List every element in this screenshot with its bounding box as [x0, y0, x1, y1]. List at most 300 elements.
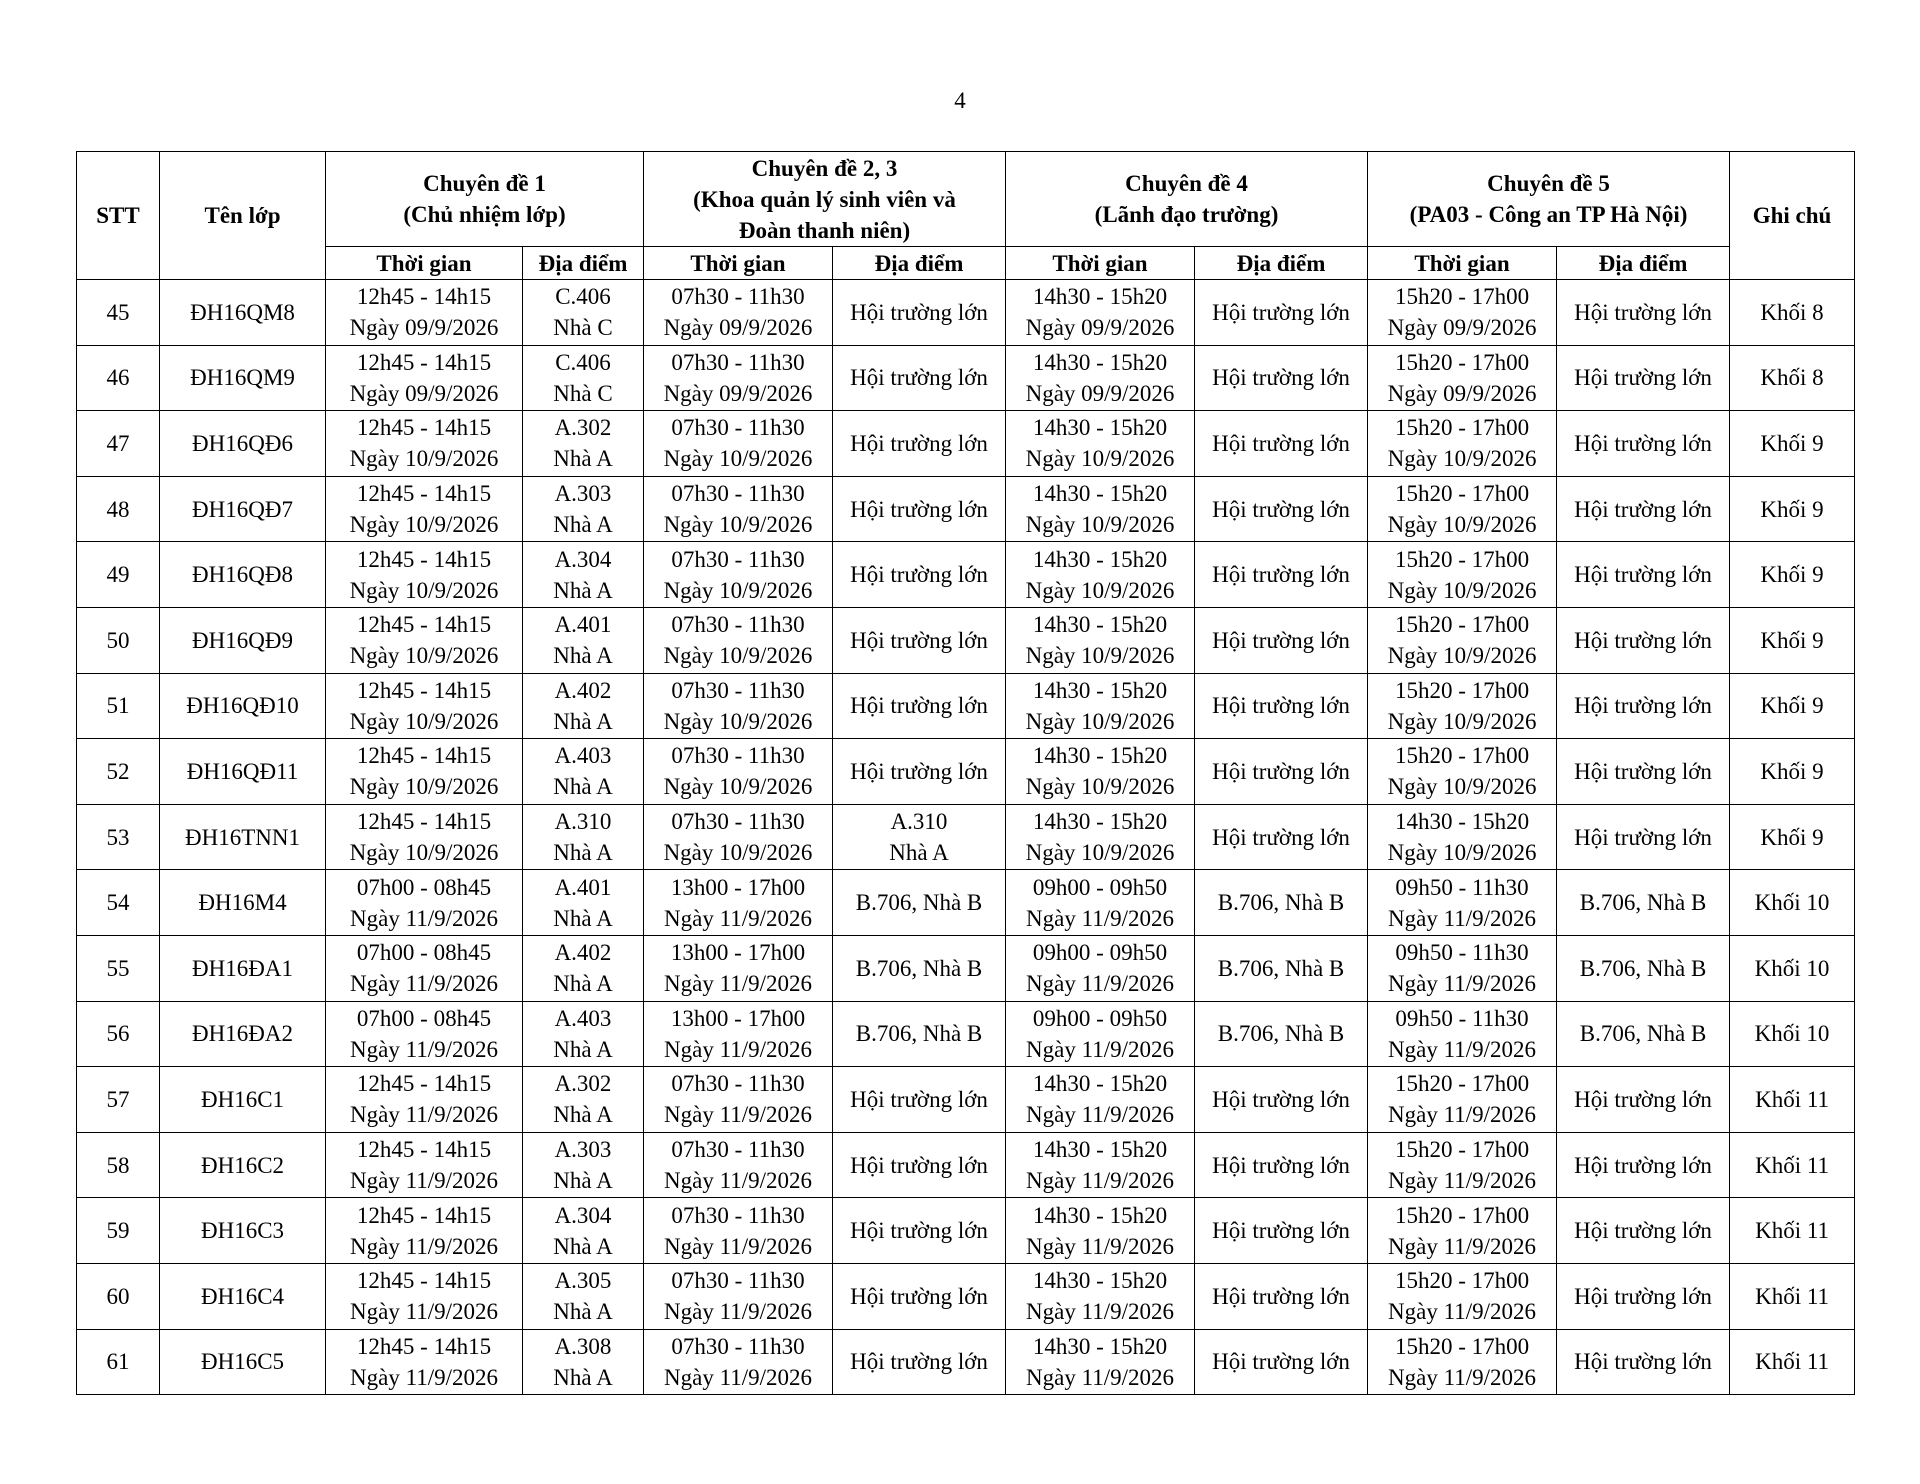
cell-topic5-place: Hội trường lớn	[1557, 1198, 1730, 1264]
cell-line: Ngày 09/9/2026	[1387, 380, 1537, 406]
cell-stt: 55	[77, 935, 160, 1001]
cell-line: Ngày 09/9/2026	[1025, 380, 1175, 406]
page-number: 4	[954, 88, 966, 113]
table-row	[77, 1329, 1855, 1395]
cell-topic2-time	[644, 345, 833, 411]
topic-title: Chuyên đề 4	[1125, 171, 1248, 196]
cell-topic5-place: B.706, Nhà B	[1557, 1001, 1730, 1067]
cell-line: Ngày 11/9/2026	[664, 1036, 812, 1062]
cell-topic4-place: Hội trường lớn	[1195, 280, 1368, 346]
cell-note: Khối 9	[1730, 607, 1855, 673]
cell-topic2-place: Hội trường lớn	[833, 542, 1006, 608]
cell-line: 12h45 - 14h15	[356, 1333, 492, 1359]
cell-line: 15h20 - 17h00	[1394, 284, 1530, 310]
cell-line: 13h00 - 17h00	[670, 874, 806, 900]
cell-note: Khối 9	[1730, 673, 1855, 739]
cell-class-name: ĐH16QĐ8	[160, 542, 326, 608]
cell-class-name: ĐH16C1	[160, 1067, 326, 1133]
table-row	[77, 345, 1855, 411]
cell-topic2-place: Hội trường lớn	[833, 739, 1006, 805]
cell-line: A.403	[554, 743, 612, 769]
cell-line: 07h30 - 11h30	[671, 1202, 805, 1228]
cell-topic1-time	[326, 804, 523, 870]
cell-topic4-time	[1006, 870, 1195, 936]
cell-topic4-place: Hội trường lớn	[1195, 1132, 1368, 1198]
cell-stt: 46	[77, 345, 160, 411]
cell-line: Ngày 10/9/2026	[1387, 577, 1537, 603]
cell-topic4-time	[1006, 1132, 1195, 1198]
table-row	[77, 542, 1855, 608]
table-row	[77, 411, 1855, 477]
cell-line: A.401	[554, 612, 612, 638]
cell-topic1-time	[326, 739, 523, 805]
table-row	[77, 673, 1855, 739]
cell-line: Ngày 11/9/2026	[664, 1168, 812, 1194]
cell-topic5-place: Hội trường lớn	[1557, 804, 1730, 870]
cell-topic2-place: Hội trường lớn	[833, 1067, 1006, 1133]
cell-line: Nhà A	[553, 774, 613, 800]
cell-topic1-place	[523, 542, 644, 608]
cell-topic4-time	[1006, 1001, 1195, 1067]
cell-topic5-time	[1368, 607, 1557, 673]
cell-line: Ngày 10/9/2026	[349, 774, 499, 800]
cell-topic2-time	[644, 1263, 833, 1329]
cell-topic5-place: Hội trường lớn	[1557, 1132, 1730, 1198]
cell-line: Nhà A	[553, 708, 613, 734]
topic-title: Chuyên đề 2, 3	[751, 155, 898, 181]
cell-line: Ngày 11/9/2026	[1388, 971, 1537, 997]
cell-topic4-time	[1006, 935, 1195, 1001]
cell-topic1-place	[523, 607, 644, 673]
cell-line: 14h30 - 15h20	[1032, 415, 1168, 441]
cell-line: Ngày 10/9/2026	[349, 840, 499, 866]
cell-topic1-time	[326, 1067, 523, 1133]
topic-title: Chuyên đề 1	[423, 171, 546, 196]
cell-line: Ngày 10/9/2026	[1387, 708, 1537, 734]
cell-topic1-time	[326, 1329, 523, 1395]
cell-line: 12h45 - 14h15	[356, 481, 492, 507]
cell-line: Ngày 11/9/2026	[1026, 1364, 1175, 1390]
cell-class-name: ĐH16TNN1	[160, 804, 326, 870]
cell-line: Ngày 10/9/2026	[349, 577, 499, 603]
cell-stt: 50	[77, 607, 160, 673]
cell-class-name: ĐH16ĐA1	[160, 935, 326, 1001]
cell-line: Ngày 10/9/2026	[663, 577, 813, 603]
cell-topic1-place	[523, 1198, 644, 1264]
topic-subtitle: (Khoa quản lý sinh viên và	[693, 186, 956, 212]
cell-topic2-time	[644, 1132, 833, 1198]
cell-line: Ngày 11/9/2026	[1388, 1102, 1537, 1128]
cell-line: Ngày 10/9/2026	[349, 708, 499, 734]
header-time: Thời gian	[1006, 247, 1195, 280]
cell-topic2-place: B.706, Nhà B	[833, 935, 1006, 1001]
cell-stt: 56	[77, 1001, 160, 1067]
cell-line: Nhà A	[553, 905, 613, 931]
cell-line: Nhà A	[553, 1036, 613, 1062]
cell-line: Nhà C	[553, 315, 613, 341]
cell-note: Khối 8	[1730, 280, 1855, 346]
cell-topic1-time	[326, 476, 523, 542]
cell-line: 15h20 - 17h00	[1394, 612, 1530, 638]
cell-line: 12h45 - 14h15	[356, 677, 492, 703]
cell-line: Ngày 10/9/2026	[1025, 512, 1175, 538]
cell-topic2-time	[644, 870, 833, 936]
cell-topic4-place: Hội trường lớn	[1195, 345, 1368, 411]
cell-topic5-place: Hội trường lớn	[1557, 607, 1730, 673]
cell-line: 09h50 - 11h30	[1395, 940, 1529, 966]
cell-class-name: ĐH16QĐ11	[160, 739, 326, 805]
cell-class-name: ĐH16QĐ9	[160, 607, 326, 673]
cell-topic1-place	[523, 476, 644, 542]
cell-topic4-place: Hội trường lớn	[1195, 739, 1368, 805]
cell-line: C.406	[555, 349, 611, 375]
cell-topic5-time	[1368, 542, 1557, 608]
cell-topic1-place	[523, 345, 644, 411]
cell-line: 12h45 - 14h15	[356, 415, 492, 441]
cell-line: Ngày 11/9/2026	[1388, 905, 1537, 931]
table-row	[77, 739, 1855, 805]
cell-line: 07h30 - 11h30	[671, 349, 805, 375]
cell-note: Khối 11	[1730, 1198, 1855, 1264]
cell-topic4-place: B.706, Nhà B	[1195, 870, 1368, 936]
cell-topic4-time	[1006, 1329, 1195, 1395]
cell-line: 12h45 - 14h15	[356, 1071, 492, 1097]
cell-stt: 59	[77, 1198, 160, 1264]
cell-line: Ngày 10/9/2026	[1387, 840, 1537, 866]
cell-topic2-time	[644, 607, 833, 673]
cell-line: 07h00 - 08h45	[356, 874, 492, 900]
cell-line: 07h30 - 11h30	[671, 415, 805, 441]
cell-topic1-place	[523, 935, 644, 1001]
cell-stt: 45	[77, 280, 160, 346]
cell-line: 07h30 - 11h30	[671, 612, 805, 638]
cell-line: 07h30 - 11h30	[671, 1268, 805, 1294]
cell-line: 15h20 - 17h00	[1394, 481, 1530, 507]
table-row	[77, 1198, 1855, 1264]
cell-class-name: ĐH16C2	[160, 1132, 326, 1198]
cell-stt: 60	[77, 1263, 160, 1329]
cell-line: Ngày 10/9/2026	[1025, 577, 1175, 603]
cell-line: Nhà C	[553, 380, 613, 406]
cell-topic1-time	[326, 673, 523, 739]
cell-topic2-time	[644, 1329, 833, 1395]
cell-topic5-place: Hội trường lớn	[1557, 345, 1730, 411]
cell-topic5-time	[1368, 1067, 1557, 1133]
cell-note: Khối 10	[1730, 1001, 1855, 1067]
cell-topic4-place: Hội trường lớn	[1195, 607, 1368, 673]
cell-note: Khối 11	[1730, 1329, 1855, 1395]
table-row	[77, 607, 1855, 673]
cell-class-name: ĐH16QĐ10	[160, 673, 326, 739]
table-body	[77, 280, 1855, 1395]
cell-line: Ngày 11/9/2026	[350, 971, 498, 997]
cell-line: 07h30 - 11h30	[671, 743, 805, 769]
cell-topic5-place: B.706, Nhà B	[1557, 870, 1730, 936]
cell-line: A.304	[554, 1202, 612, 1228]
cell-line: Nhà A	[553, 840, 613, 866]
cell-topic2-place	[833, 804, 1006, 870]
cell-topic1-place	[523, 870, 644, 936]
cell-line: Ngày 10/9/2026	[1387, 512, 1537, 538]
cell-line: Ngày 10/9/2026	[1025, 708, 1175, 734]
cell-line: A.310	[890, 809, 948, 835]
cell-note: Khối 11	[1730, 1263, 1855, 1329]
cell-topic2-place: Hội trường lớn	[833, 1198, 1006, 1264]
cell-line: Ngày 09/9/2026	[349, 380, 499, 406]
cell-line: A.305	[554, 1268, 612, 1294]
cell-topic5-time	[1368, 870, 1557, 936]
cell-topic2-time	[644, 739, 833, 805]
cell-note: Khối 8	[1730, 345, 1855, 411]
table-row	[77, 1132, 1855, 1198]
cell-line: Ngày 11/9/2026	[664, 905, 812, 931]
cell-topic1-time	[326, 607, 523, 673]
cell-note: Khối 9	[1730, 411, 1855, 477]
cell-line: Ngày 10/9/2026	[1387, 774, 1537, 800]
cell-line: 15h20 - 17h00	[1394, 1268, 1530, 1294]
cell-topic4-time	[1006, 739, 1195, 805]
cell-line: 14h30 - 15h20	[1032, 284, 1168, 310]
cell-topic5-time	[1368, 1001, 1557, 1067]
cell-line: 15h20 - 17h00	[1394, 349, 1530, 375]
cell-topic5-time	[1368, 935, 1557, 1001]
cell-topic2-place: B.706, Nhà B	[833, 870, 1006, 936]
cell-topic1-place	[523, 411, 644, 477]
cell-line: 07h30 - 11h30	[671, 1071, 805, 1097]
cell-topic4-place: B.706, Nhà B	[1195, 1001, 1368, 1067]
cell-line: 15h20 - 17h00	[1394, 546, 1530, 572]
cell-stt: 57	[77, 1067, 160, 1133]
cell-line: 12h45 - 14h15	[356, 1137, 492, 1163]
cell-line: 14h30 - 15h20	[1032, 677, 1168, 703]
cell-class-name: ĐH16C3	[160, 1198, 326, 1264]
cell-line: Ngày 10/9/2026	[1025, 774, 1175, 800]
cell-topic1-place	[523, 1329, 644, 1395]
cell-line: Ngày 10/9/2026	[663, 512, 813, 538]
cell-line: Ngày 11/9/2026	[350, 1233, 498, 1259]
cell-line: A.310	[554, 809, 612, 835]
topic-subtitle: (PA03 - Công an TP Hà Nội)	[1409, 202, 1688, 227]
cell-topic1-place	[523, 1001, 644, 1067]
cell-topic2-place: Hội trường lớn	[833, 673, 1006, 739]
cell-line: A.303	[554, 481, 612, 507]
cell-topic5-place: Hội trường lớn	[1557, 476, 1730, 542]
cell-topic4-time	[1006, 476, 1195, 542]
cell-line: A.302	[554, 1071, 612, 1097]
header-time: Thời gian	[1368, 247, 1557, 280]
cell-topic1-time	[326, 542, 523, 608]
cell-line: Nhà A	[553, 1299, 613, 1325]
header-time: Thời gian	[326, 247, 523, 280]
cell-line: 12h45 - 14h15	[356, 284, 492, 310]
topic-subtitle: (Chủ nhiệm lớp)	[403, 202, 566, 227]
cell-topic2-time	[644, 1001, 833, 1067]
cell-line: 14h30 - 15h20	[1032, 546, 1168, 572]
header-note: Ghi chú	[1730, 152, 1855, 280]
cell-line: 12h45 - 14h15	[356, 546, 492, 572]
cell-line: 12h45 - 14h15	[356, 349, 492, 375]
cell-line: Nhà A	[553, 577, 613, 603]
cell-line: 14h30 - 15h20	[1032, 481, 1168, 507]
table-row	[77, 804, 1855, 870]
cell-stt: 53	[77, 804, 160, 870]
cell-topic4-time	[1006, 607, 1195, 673]
cell-line: 14h30 - 15h20	[1394, 809, 1530, 835]
cell-topic4-time	[1006, 542, 1195, 608]
cell-topic5-time	[1368, 673, 1557, 739]
cell-line: Ngày 09/9/2026	[663, 380, 813, 406]
topic-subtitle: (Lãnh đạo trường)	[1094, 202, 1279, 227]
cell-line: Nhà A	[553, 1233, 613, 1259]
cell-line: Ngày 11/9/2026	[1388, 1364, 1537, 1390]
cell-topic5-time	[1368, 1329, 1557, 1395]
cell-line: 07h30 - 11h30	[671, 1137, 805, 1163]
header-place: Địa điểm	[1557, 247, 1730, 280]
cell-line: 07h30 - 11h30	[671, 1333, 805, 1359]
cell-line: Ngày 10/9/2026	[349, 446, 499, 472]
cell-topic1-time	[326, 280, 523, 346]
cell-line: Ngày 11/9/2026	[664, 1364, 812, 1390]
cell-line: Nhà A	[553, 1168, 613, 1194]
cell-line: 07h30 - 11h30	[671, 481, 805, 507]
cell-line: 09h50 - 11h30	[1395, 874, 1529, 900]
cell-line: Ngày 10/9/2026	[663, 774, 813, 800]
cell-line: Ngày 11/9/2026	[664, 1233, 812, 1259]
cell-topic2-place: Hội trường lớn	[833, 607, 1006, 673]
cell-line: 14h30 - 15h20	[1032, 1137, 1168, 1163]
cell-line: Ngày 11/9/2026	[1388, 1299, 1537, 1325]
header-place: Địa điểm	[1195, 247, 1368, 280]
cell-line: 14h30 - 15h20	[1032, 1202, 1168, 1228]
cell-note: Khối 11	[1730, 1067, 1855, 1133]
cell-note: Khối 9	[1730, 804, 1855, 870]
cell-topic1-place	[523, 280, 644, 346]
cell-stt: 61	[77, 1329, 160, 1395]
cell-line: Ngày 11/9/2026	[350, 1299, 498, 1325]
cell-line: 07h30 - 11h30	[671, 284, 805, 310]
cell-line: Ngày 09/9/2026	[663, 315, 813, 341]
cell-stt: 51	[77, 673, 160, 739]
cell-topic5-place: Hội trường lớn	[1557, 1329, 1730, 1395]
cell-topic5-time	[1368, 1132, 1557, 1198]
cell-line: Ngày 11/9/2026	[350, 905, 498, 931]
cell-topic4-time	[1006, 411, 1195, 477]
cell-class-name: ĐH16C5	[160, 1329, 326, 1395]
cell-topic2-place: Hội trường lớn	[833, 411, 1006, 477]
cell-line: 14h30 - 15h20	[1032, 612, 1168, 638]
cell-topic5-place: Hội trường lớn	[1557, 1067, 1730, 1133]
cell-line: A.403	[554, 1005, 612, 1031]
cell-line: 13h00 - 17h00	[670, 1005, 806, 1031]
cell-line: Nhà A	[553, 643, 613, 669]
table-row	[77, 1001, 1855, 1067]
cell-topic2-time	[644, 935, 833, 1001]
table-row	[77, 870, 1855, 936]
cell-stt: 48	[77, 476, 160, 542]
cell-topic4-place: Hội trường lớn	[1195, 476, 1368, 542]
cell-line: A.402	[554, 940, 612, 966]
table-row	[77, 1067, 1855, 1133]
header-topic-1	[326, 152, 644, 247]
cell-stt: 52	[77, 739, 160, 805]
cell-line: Ngày 11/9/2026	[350, 1364, 498, 1390]
cell-line: 15h20 - 17h00	[1394, 415, 1530, 441]
cell-line: Nhà A	[553, 446, 613, 472]
cell-line: Ngày 11/9/2026	[350, 1168, 498, 1194]
cell-topic4-place: Hội trường lớn	[1195, 1067, 1368, 1133]
cell-topic4-time	[1006, 804, 1195, 870]
cell-line: Nhà A	[553, 1102, 613, 1128]
schedule-table	[76, 151, 1855, 1395]
cell-topic1-time	[326, 1001, 523, 1067]
cell-class-name: ĐH16QĐ6	[160, 411, 326, 477]
cell-topic4-place: Hội trường lớn	[1195, 1198, 1368, 1264]
cell-line: Ngày 11/9/2026	[1026, 905, 1175, 931]
cell-topic5-place: B.706, Nhà B	[1557, 935, 1730, 1001]
cell-line: Ngày 10/9/2026	[1025, 840, 1175, 866]
cell-line: Ngày 11/9/2026	[1026, 1299, 1175, 1325]
cell-topic4-place: Hội trường lớn	[1195, 1263, 1368, 1329]
cell-line: Ngày 11/9/2026	[350, 1036, 498, 1062]
cell-topic5-time	[1368, 345, 1557, 411]
cell-topic2-place: Hội trường lớn	[833, 476, 1006, 542]
cell-topic4-time	[1006, 1198, 1195, 1264]
cell-topic2-time	[644, 280, 833, 346]
cell-line: Ngày 10/9/2026	[349, 643, 499, 669]
cell-line: 07h00 - 08h45	[356, 1005, 492, 1031]
cell-topic1-time	[326, 870, 523, 936]
cell-line: Ngày 11/9/2026	[1026, 1102, 1175, 1128]
cell-line: 09h00 - 09h50	[1032, 1005, 1168, 1031]
cell-topic2-place: Hội trường lớn	[833, 1132, 1006, 1198]
cell-line: Ngày 11/9/2026	[664, 1299, 812, 1325]
header-class-name: Tên lớp	[160, 152, 326, 280]
cell-line: 14h30 - 15h20	[1032, 1333, 1168, 1359]
header-place: Địa điểm	[833, 247, 1006, 280]
cell-line: Ngày 10/9/2026	[1025, 643, 1175, 669]
cell-topic5-time	[1368, 739, 1557, 805]
cell-topic5-time	[1368, 476, 1557, 542]
cell-line: 09h00 - 09h50	[1032, 940, 1168, 966]
cell-topic5-time	[1368, 411, 1557, 477]
cell-line: Nhà A	[889, 840, 949, 866]
cell-topic4-place: Hội trường lớn	[1195, 411, 1368, 477]
cell-line: Ngày 09/9/2026	[349, 315, 499, 341]
cell-line: Ngày 10/9/2026	[1025, 446, 1175, 472]
cell-line: Ngày 10/9/2026	[663, 708, 813, 734]
cell-line: 07h30 - 11h30	[671, 677, 805, 703]
cell-topic2-time	[644, 476, 833, 542]
cell-topic2-time	[644, 804, 833, 870]
cell-note: Khối 9	[1730, 542, 1855, 608]
cell-topic2-place: Hội trường lớn	[833, 1329, 1006, 1395]
cell-line: 09h50 - 11h30	[1395, 1005, 1529, 1031]
cell-topic5-time	[1368, 1263, 1557, 1329]
cell-class-name: ĐH16QM8	[160, 280, 326, 346]
cell-topic5-time	[1368, 1198, 1557, 1264]
cell-topic4-time	[1006, 673, 1195, 739]
cell-line: Ngày 11/9/2026	[664, 971, 812, 997]
cell-line: Ngày 10/9/2026	[1387, 446, 1537, 472]
cell-line: Ngày 11/9/2026	[1388, 1233, 1537, 1259]
cell-note: Khối 10	[1730, 870, 1855, 936]
cell-line: Ngày 10/9/2026	[349, 512, 499, 538]
cell-topic4-place: Hội trường lớn	[1195, 673, 1368, 739]
cell-topic1-time	[326, 345, 523, 411]
cell-line: 12h45 - 14h15	[356, 1202, 492, 1228]
cell-topic1-time	[326, 935, 523, 1001]
cell-note: Khối 9	[1730, 476, 1855, 542]
